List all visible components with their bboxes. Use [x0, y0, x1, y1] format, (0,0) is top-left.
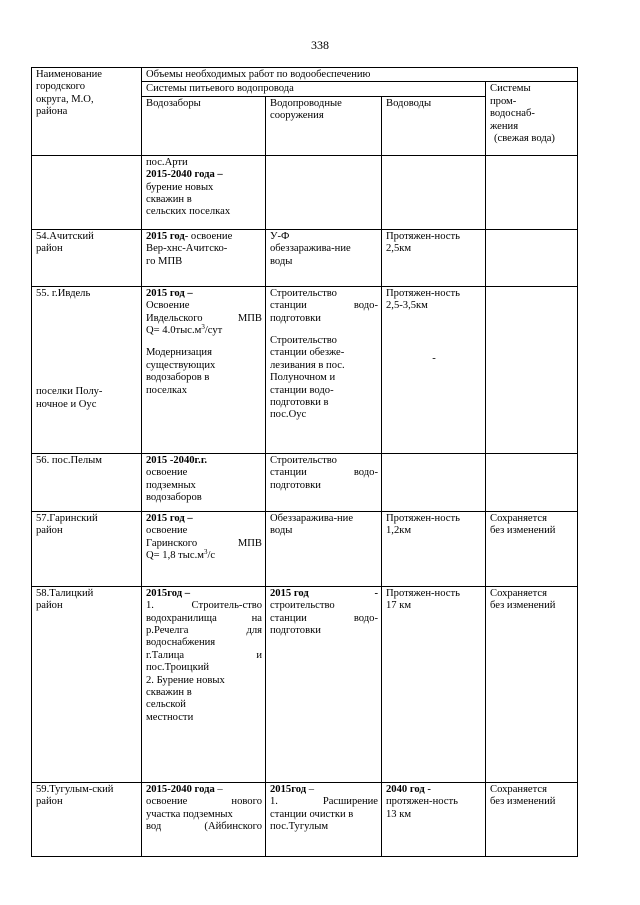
- intake-cell: 2015 -2040г.г. освоение подземных водозаборов: [142, 453, 266, 511]
- industrial-cell: Сохраняется без изменений: [486, 586, 578, 782]
- table-row: [32, 155, 578, 229]
- header-industrial: Системы пром- водоснаб- жения (свежая вода): [486, 82, 578, 155]
- water-supply-table: [31, 67, 578, 857]
- table-row: [32, 453, 578, 511]
- header-region: Наименование городского округа, М.О, района: [32, 68, 142, 156]
- region-cell: 59.Тугулым-ский район: [32, 782, 142, 856]
- header-drinking-title: Системы питьевого водопровода: [142, 82, 486, 96]
- pipelines-cell: Протяжен-ность 2,5км: [382, 229, 486, 286]
- facilities-cell: 2015год – 1. Расширение станции очистки в пос.Тугулым: [266, 782, 382, 856]
- industrial-cell: Сохраняется без изменений: [486, 782, 578, 856]
- pipelines-cell: [382, 453, 486, 511]
- region-cell: 54.Ачитский район: [32, 229, 142, 286]
- region-cell: [32, 155, 142, 229]
- facilities-cell: Строительство станции водо- подготовки: [266, 453, 382, 511]
- facilities-cell: [266, 155, 382, 229]
- intake-cell: 2015 год- освоение Вер-хнс-Ачитско- го МПВ: [142, 229, 266, 286]
- pipelines-cell: Протяжен-ность 2,5-3,5км -: [382, 286, 486, 453]
- table-row: [32, 586, 578, 782]
- region-cell: 56. пос.Пелым: [32, 453, 142, 511]
- facilities-cell: Обеззаражива-ние воды: [266, 511, 382, 586]
- industrial-cell: [486, 229, 578, 286]
- table-row: [32, 229, 578, 286]
- header-works-title: Объемы необходимых работ по водообеспечению: [142, 68, 578, 82]
- intake-cell: 2015год – 1. Строитель-ство водохранилища на р.Речелга для водоснабжения г.Талица и пос.Троицкий 2. Бурение новых скважин в сельской местности: [142, 586, 266, 782]
- table-row: [32, 782, 578, 856]
- table-row: [32, 286, 578, 453]
- industrial-cell: [486, 155, 578, 229]
- intake-cell: пос.Арти 2015-2040 года – бурение новых скважин в сельских поселках: [142, 155, 266, 229]
- region-cell: 57.Гаринский район: [32, 511, 142, 586]
- pipelines-cell: 2040 год - протяжен-ность 13 км: [382, 782, 486, 856]
- table-row: [32, 511, 578, 586]
- header-intakes: Водозаборы: [142, 96, 266, 155]
- header-row-1: [32, 68, 578, 82]
- intake-cell: 2015 год – Освоение Ивдельского МПВ $Q= 4.0тыс.м^3$/сут Модернизация существующих водозаборов в поселках: [142, 286, 266, 453]
- region-cell: 55. г.Ивдель поселки Полу- ночное и Оус: [32, 286, 142, 453]
- facilities-cell: 2015 год - строительство станции водо- подготовки: [266, 586, 382, 782]
- header-pipelines: Водоводы: [382, 96, 486, 155]
- facilities-cell: Строительство станции водо- подготовки Строительство станции обезже- лезивания в пос. Полуночном и станции водо- подготовки в пос.Оус: [266, 286, 382, 453]
- pipelines-cell: Протяжен-ность 1,2км: [382, 511, 486, 586]
- facilities-cell: У-Ф обеззаражива-ние воды: [266, 229, 382, 286]
- industrial-cell: Сохраняется без изменений: [486, 511, 578, 586]
- region-cell: 58.Талицкий район: [32, 586, 142, 782]
- pipelines-cell: [382, 155, 486, 229]
- header-facilities: Водопроводные сооружения: [266, 96, 382, 155]
- industrial-cell: [486, 453, 578, 511]
- pipelines-cell: Протяжен-ность 17 км: [382, 586, 486, 782]
- industrial-cell: [486, 286, 578, 453]
- intake-cell: 2015-2040 года – освоение нового участка подземных вод (Айбинского: [142, 782, 266, 856]
- page-number: 338: [311, 38, 329, 52]
- intake-cell: 2015 год – освоение Гаринского МПВ Q= 1,8 $тыс.м^3/с$: [142, 511, 266, 586]
